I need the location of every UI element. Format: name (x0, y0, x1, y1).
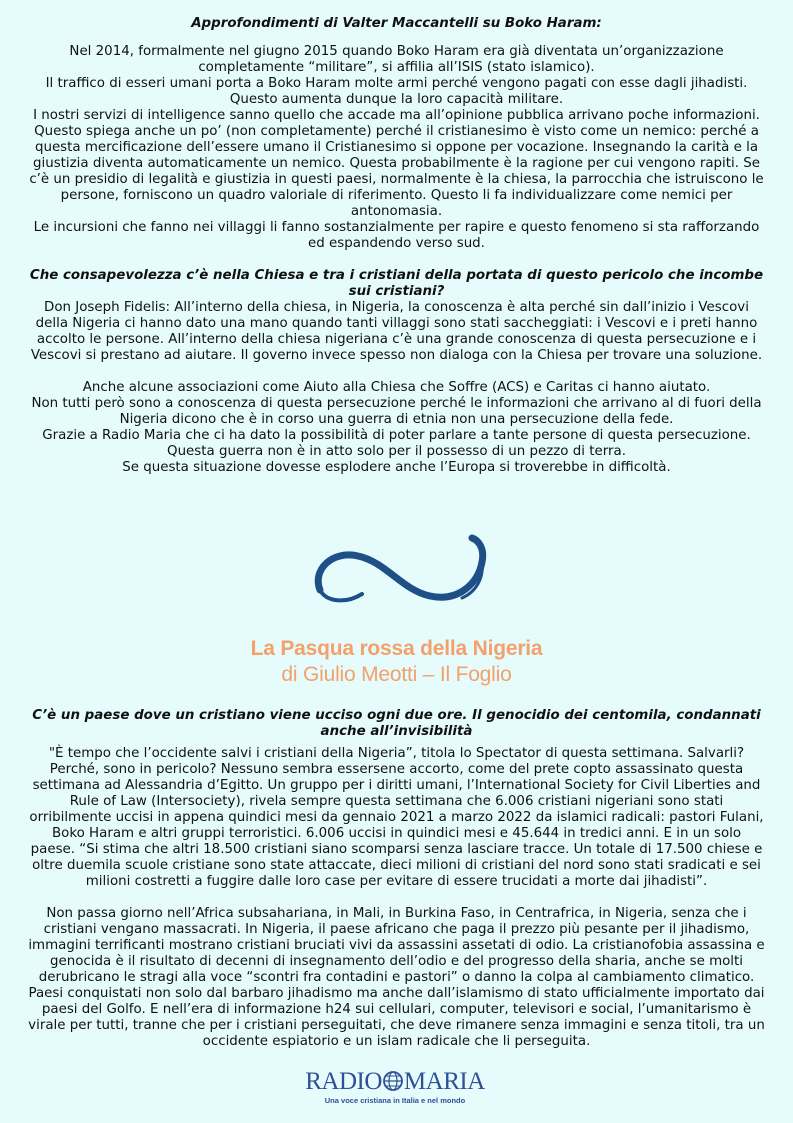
section-church-awareness (28, 268, 765, 476)
paragraph: Anche alcune associazioni come Aiuto alla Chiesa che Soffre (ACS) e Caritas ci hanno aiutato. (82, 380, 711, 395)
logo-tagline: Una voce cristiana in Italia e nel mondo (324, 1096, 466, 1105)
swirl-ornament-icon (306, 532, 496, 612)
globe-icon (382, 1070, 404, 1092)
section-valter-maccantelli (28, 16, 765, 252)
article-byline: di Giulio Meotti – Il Foglio (281, 663, 512, 686)
radio-maria-logo (300, 1068, 490, 1112)
paragraph: Grazie a Radio Maria che ci ha dato la possibilità di poter parlare a tante persone di questa persecuzione. Questa guerra non è in atto solo per il possesso di un pezzo di terra. (42, 428, 751, 459)
logo-word-maria: MARIA (403, 1068, 485, 1095)
paragraph: "È tempo che l’occidente salvi i cristiani della Nigeria”, titola lo Spectator di questa settimana. Salvarli? Perché, sono in pericolo? Nessuno sembra essersene accorto, come del prete copto assassinato questa settimana ad Alessandria d’Egitto. Un gruppo per i diritti umani, l’International Society for Civil Liberties and Rule of Law (Intersociety), rivela sempre questa settimana che 6.006 cristiani nigeriani sono stati orribilmente uccisi in appena quindici mesi da gennaio 2021 a marzo 2022 da islamici radicali: pastori Fulani, Boko Haram e altri gruppi terroristici. 6.006 uccisi in quindici mesi e 45.644 in tredici anni. E in un solo paese. “Si stima che altri 18.500 cristiani siano scomparsi senza lasciare tracce. Un totale di 17.500 chiese e oltre duemila scuole cristiane sono state attaccate, dieci milioni di cristiani del nord sono stati sradicati e sei milioni costretti a fuggire dalle loro case per evitare di essere trucidati a morte dai jihadisti”. (29, 746, 764, 889)
paragraph: Don Joseph Fidelis: All’interno della chiesa, in Nigeria, la conoscenza è alta perché sin dall’inizio i Vescovi della Nigeria ci hanno dato una mano quando tanti villaggi sono stati saccheggiati: i Vescovi e i preti hanno accolto le persone. All’interno della chiesa nigeriana c’è una grande conoscenza di questa persecuzione e i Vescovi si prestano ad aiutare. Il governo invece spesso non dialoga con la Chiesa per trovare una soluzione. (30, 300, 763, 363)
logo-wordmark (300, 1068, 490, 1096)
article-title: La Pasqua rossa della Nigeria (250, 637, 543, 660)
paragraph: Non passa giorno nell’Africa subsahariana, in Mali, in Burkina Faso, in Centrafrica, in Nigeria, senza che i cristiani vengano massacrati. In Nigeria, il paese africano che paga il prezzo più pesante per il jihadismo, immagini terrificanti mostrano cristiani bruciati vivi da assassini assetati di odio. La cristianofobia assassina e genocida è il risultato di decenni di insegnamento dell’odio e del progresso della sharia, anche se molti derubricano le stragi alla voce “scontri fra contadini e pastori” o danno la colpa al cambiamento climatico. Paesi conquistati non solo dal barbaro jihadismo ma anche dall’islamismo di stato ufficialmente importato dai paesi del Golfo. E nell’era di informazione h24 sui cellulari, computer, televisori e social, l’umanitarismo è virale per tutti, tranne che per i cristiani perseguitati, che deve rimanere senza immagini e senza titoli, tra un occidente espiatorio e un islam radicale che li perseguita. (28, 906, 765, 1049)
article-body (28, 708, 765, 1050)
article-title-block (28, 636, 765, 688)
article-heading: C’è un paese dove un cristiano viene ucciso ogni due ore. Il genocidio dei centomila, condannati anche all’invisibilità (32, 708, 761, 739)
logo-word-radio: RADIO (305, 1068, 382, 1095)
section-heading: Che consapevolezza c’è nella Chiesa e tra i cristiani della portata di questo pericolo che incombe sui cristiani? (29, 268, 764, 299)
paragraph: Le incursioni che fanno nei villaggi li fanno sostanzialmente per rapire e questo fenomeno si sta rafforzando ed espandendo verso sud. (33, 220, 760, 251)
paragraph: Se questa situazione dovesse esplodere anche l’Europa si troverebbe in difficoltà. (122, 460, 671, 475)
paragraph: Non tutti però sono a conoscenza di questa persecuzione perché le informazioni che arrivano al di fuori della Nigeria dicono che è in corso una guerra di etnia non una persecuzione della fede. (31, 396, 762, 427)
section-heading: Approfondimenti di Valter Maccantelli su Boko Haram: (191, 16, 602, 31)
paragraph: Il traffico di esseri umani porta a Boko Haram molte armi perché vengono pagati con esse dagli jihadisti. Questo aumenta dunque la loro capacità militare. (45, 76, 748, 107)
paragraph: Nel 2014, formalmente nel giugno 2015 quando Boko Haram era già diventata un’organizzazione completamente “militare”, si affilia all’ISIS (stato islamico). (69, 44, 724, 75)
paragraph: I nostri servizi di intelligence sanno quello che accade ma all’opinione pubblica arrivano poche informazioni. Questo spiega anche un po’ (non completamente) perché il cristianesimo è visto come un nemico: perché a questa mercificazione dell’essere umano il Cristianesimo si oppone per vocazione. Insegnando la carità e la giustizia diventa automaticamente un nemico. Questa probabilmente è la ragione per cui vengono rapiti. Se c’è un presidio di legalità e giustizia in questi paesi, normalmente è la chiesa, la parrocchia che istruiscono le persone, forniscono un quadro valoriale di riferimento. Questo li fa individualizzare come nemici per antonomasia. (29, 108, 764, 219)
